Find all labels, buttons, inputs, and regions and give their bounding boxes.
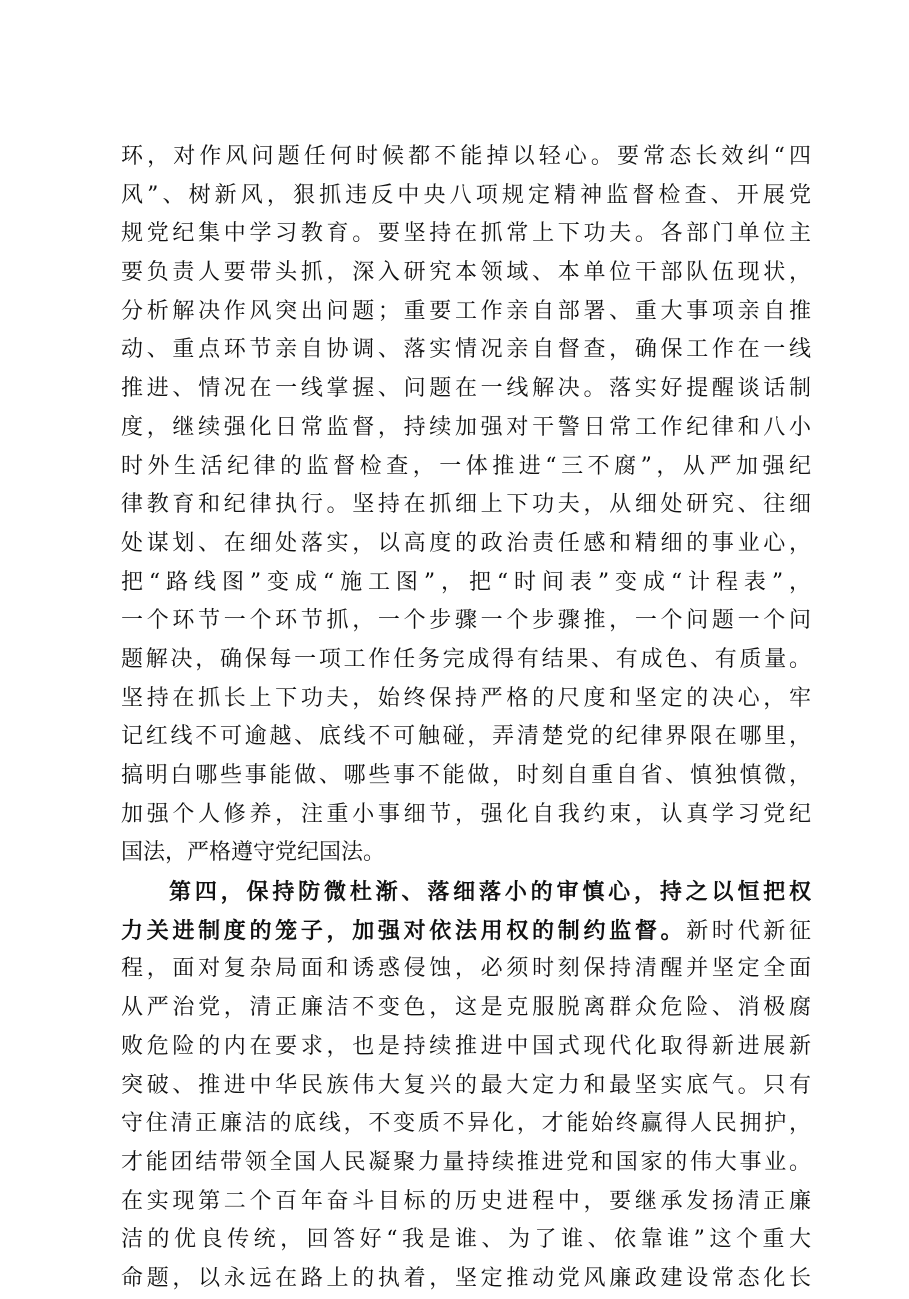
text-line: [121, 912, 811, 951]
text-run: 新时代新征: [686, 918, 811, 944]
text-line: 风”、树新风，狠抓违反中央八项规定精神监督检查、开展党: [121, 182, 811, 208]
document-body: [121, 138, 811, 1299]
text-line: 突破、推进中华民族伟大复兴的最大定力和最坚实底气。只有: [121, 1072, 811, 1098]
paragraph-3: [121, 138, 811, 873]
text-line: 把“路线图”变成“施工图”，把“时间表”变成“计程表”，: [121, 569, 811, 595]
text-line: 规党纪集中学习教育。要坚持在抓常上下功夫。各部门单位主: [121, 221, 811, 247]
text-line: 国法，严格遵守党纪国法。: [121, 840, 386, 866]
text-line: 动、重点环节亲自协调、落实情况亲自督查，确保工作在一线: [121, 337, 811, 363]
text-line: 时外生活纪律的监督检查，一体推进“三不腐”，从严加强纪: [121, 453, 811, 479]
text-line: 程，面对复杂局面和诱惑侵蚀，必须时刻保持清醒并坚定全面: [121, 956, 811, 982]
text-line: 律教育和纪律执行。坚持在抓细上下功夫，从细处研究、往细: [121, 492, 811, 518]
text-line: 度，继续强化日常监督，持续加强对干警日常工作纪律和八小: [121, 414, 811, 440]
text-line: 加强个人修养，注重小事细节，强化自我约束，认真学习党纪: [121, 801, 811, 827]
text-line: 记红线不可逾越、底线不可触碰，弄清楚党的纪律界限在哪里，: [121, 724, 811, 750]
text-line: 一个环节一个环节抓，一个步骤一个步骤推，一个问题一个问: [121, 608, 811, 634]
text-line: 坚持在抓长上下功夫，始终保持严格的尺度和坚定的决心，牢: [121, 685, 811, 711]
text-line: 守住清正廉洁的底线，不变质不异化，才能始终赢得人民拥护，: [121, 1111, 811, 1137]
text-line: 推进、情况在一线掌握、问题在一线解决。落实好提醒谈话制: [121, 376, 811, 402]
paragraph-4: [121, 873, 811, 1299]
text-line: 在实现第二个百年奋斗目标的历史进程中，要继承发扬清正廉: [121, 1188, 811, 1214]
text-line: 环，对作风问题任何时候都不能掉以轻心。要常态长效纠“四: [121, 144, 811, 169]
text-line: 分析解决作风突出问题；重要工作亲自部署、重大事项亲自推: [121, 298, 811, 324]
text-line: 搞明白哪些事能做、哪些事不能做，时刻自重自省、慎独慎微，: [121, 763, 811, 788]
text-line: 要负责人要带头抓，深入研究本领域、本单位干部队伍现状，: [121, 260, 811, 286]
section-heading-line: 第四，保持防微杜渐、落细落小的审慎心，持之以恒把权: [169, 879, 811, 906]
text-line: 题解决，确保每一项工作任务完成得有结果、有成色、有质量。: [121, 646, 811, 672]
text-line: 从严治党，清正廉洁不变色，这是克服脱离群众危险、消极腐: [121, 995, 811, 1021]
text-line: 才能团结带领全国人民凝聚力量持续推进党和国家的伟大事业。: [121, 1149, 811, 1175]
text-line: 败危险的内在要求，也是持续推进中国式现代化取得新进展新: [121, 1033, 811, 1059]
text-line: 洁的优良传统，回答好“我是谁、为了谁、依靠谁”这个重大: [121, 1227, 811, 1253]
text-line: 命题，以永远在路上的执着，坚定推动党风廉政建设常态化长: [121, 1265, 811, 1291]
text-line: 处谋划、在细处落实，以高度的政治责任感和精细的事业心，: [121, 530, 811, 556]
section-heading-tail: 力关进制度的笼子，加强对依法用权的制约监督。: [121, 917, 687, 944]
